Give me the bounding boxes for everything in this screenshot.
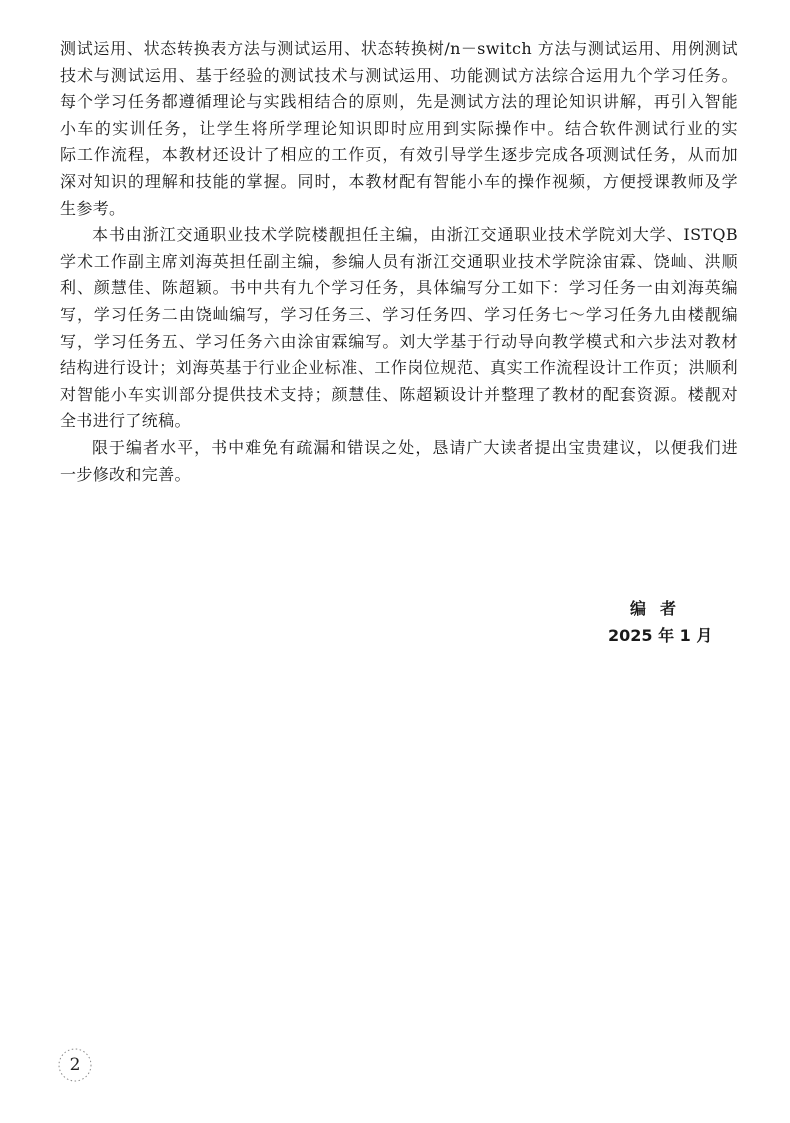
text-line: 每个学习任务都遵循理论与实践相结合的原则，先是测试方法的理论知识讲解，再引入智能	[60, 92, 738, 112]
text-line: 生参考。	[60, 198, 126, 218]
page-number: 2	[69, 1055, 81, 1075]
text-line: 写，学习任务五、学习任务六由涂宙霖编写。刘大学基于行动导向教学模式和六步法对教材	[60, 331, 738, 351]
text-line: 利、颜慧佳、陈超颖。书中共有九个学习任务，具体编写分工如下：学习任务一由刘海英编	[60, 278, 738, 298]
signature-date: 2025 年 1 月	[608, 626, 713, 645]
text-line: 小车的实训任务，让学生将所学理论知识即时应用到实际操作中。结合软件测试行业的实	[60, 118, 738, 138]
text-line: 学术工作副主席刘海英担任副主编，参编人员有浙江交通职业技术学院涂宙霖、饶屾、洪顺	[60, 251, 738, 271]
signature-author: 编者	[630, 599, 691, 618]
signature-block	[590, 595, 730, 649]
text-line: 深对知识的理解和技能的掌握。同时，本教材配有智能小车的操作视频，方便授课教师及学	[60, 171, 738, 191]
text-line: 一步修改和完善。	[60, 464, 191, 484]
page-number-badge	[57, 1047, 93, 1083]
text-line: 对智能小车实训部分提供技术支持；颜慧佳、陈超颖设计并整理了教材的配套资源。楼靓对	[60, 384, 738, 404]
text-line: 全书进行了统稿。	[60, 411, 191, 431]
paragraph-first-line: 限于编者水平，书中难免有疏漏和错误之处，恳请广大读者提出宝贵建议，以便我们进	[92, 437, 738, 457]
paragraph-first-line: 本书由浙江交通职业技术学院楼靓担任主编，由浙江交通职业技术学院刘大学、ISTQB	[92, 225, 738, 245]
text-line: 际工作流程，本教材还设计了相应的工作页，有效引导学生逐步完成各项测试任务，从而加	[60, 145, 738, 165]
text-line: 写，学习任务二由饶屾编写，学习任务三、学习任务四、学习任务七～学习任务九由楼靓编	[60, 304, 738, 324]
text-line: 测试运用、状态转换表方法与测试运用、状态转换树/n－switch 方法与测试运用、用例测试	[60, 39, 738, 58]
text-line: 结构进行设计；刘海英基于行业企业标准、工作岗位规范、真实工作流程设计工作页；洪顺利	[60, 358, 738, 378]
preface-body	[60, 36, 738, 488]
text-line: 技术与测试运用、基于经验的测试技术与测试运用、功能测试方法综合运用九个学习任务。	[60, 65, 738, 85]
